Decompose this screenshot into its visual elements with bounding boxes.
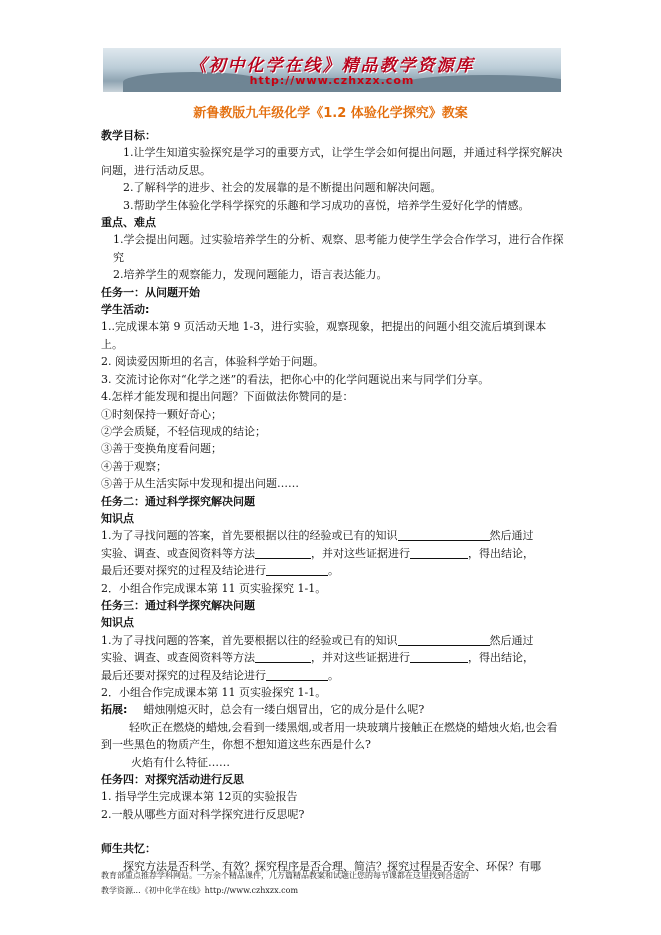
fill-blank[interactable] <box>398 528 490 541</box>
task1-item: 2. 阅读爱因斯坦的名言，体验科学始于问题。 <box>101 355 324 369</box>
fill-blank[interactable] <box>410 650 468 663</box>
document-title: 新鲁教版九年级化学《1.2 体验化学探究》教案 <box>193 106 468 121</box>
extension-paragraph: 轻吹正在燃烧的蜡烛,会看到一缕黑烟,或者用一块玻璃片接触正在燃烧的蜡烛火焰,也会看到一些黑色的物质产生，你想不想知道这些东西是什么? <box>101 720 558 752</box>
fill-text: 实验、调查、或查阅资料等方法 <box>101 651 255 665</box>
keypoint-item: 2.培养学生的观察能力，发现问题能力，语言表达能力。 <box>113 268 388 282</box>
extension-line <box>101 701 566 718</box>
spacer <box>101 823 566 840</box>
fill-text: 实验、调查、或查阅资料等方法 <box>101 546 255 560</box>
task1-option: ①时刻保持一颗好奇心； <box>101 407 222 421</box>
fill-text: 1.为了寻找问题的答案，首先要根据以往的经验或已有的知识 <box>101 633 398 647</box>
extension-label: 拓展: <box>101 703 128 717</box>
task4-item: 2.一般从哪些方面对科学探究进行反思呢? <box>101 807 305 821</box>
goals-heading: 教学目标： <box>101 129 156 142</box>
task1-option: ⑤善于从生活实际中发现和提出问题…… <box>101 477 299 491</box>
task1-option: ④善于观察； <box>101 459 167 473</box>
task2-subheading: 知识点 <box>101 511 134 525</box>
fill-text: ，并对这些证据进行 <box>311 651 410 665</box>
fill-text: 。 <box>328 564 339 578</box>
extension-flame: 火焰有什么特征…… <box>131 755 230 769</box>
task4-item: 1. 指导学生完成课本第 12页的实验报告 <box>101 790 298 804</box>
fill-blank[interactable] <box>255 546 311 559</box>
summary-text: 探究方法是否科学、有效？探究程序是否合理、简洁？探究过程是否安全、环保？有哪 <box>123 859 541 873</box>
footer-line: 教学资源...《初中化学在线》http://www.czhxzx.com <box>101 886 299 895</box>
footer-line: 教育部重点推荐学科网站。一万余个精品课件，几万篇精品教案和试题让您的每节课都在这里找到合适的 <box>101 871 469 880</box>
task4-heading: 任务四：对探究活动进行反思 <box>101 773 244 787</box>
fill-text: 1.为了寻找问题的答案，首先要根据以往的经验或已有的知识 <box>101 529 398 543</box>
fill-blank[interactable] <box>266 668 328 681</box>
banner-url[interactable]: http://www.czhxzx.com <box>249 74 415 87</box>
task2-fill-line <box>101 545 566 562</box>
task1-option: ②学会质疑，不轻信现成的结论； <box>101 424 266 438</box>
page-footer <box>101 868 566 898</box>
task3-subheading: 知识点 <box>101 616 134 630</box>
task2-heading: 任务二：通过科学探究解决问题 <box>101 494 255 508</box>
task2-fill-line <box>101 527 566 544</box>
header-banner <box>103 48 561 92</box>
summary-heading: 师生共忆： <box>101 842 156 856</box>
fill-text: 。 <box>328 668 339 682</box>
fill-text: 最后还要对探究的过程及结论进行 <box>101 564 266 578</box>
fill-blank[interactable] <box>266 563 328 576</box>
fill-text: ，得出结论， <box>468 651 534 665</box>
task3-fill-line <box>101 632 566 649</box>
goal-item: 1.让学生知道实验探究是学习的重要方式，让学生学会如何提出问题，并通过科学探究解决问题，进行活动反思。 <box>101 146 563 177</box>
fill-text: 然后通过 <box>489 633 534 647</box>
fill-text: 然后通过 <box>489 529 534 543</box>
document-body <box>101 127 566 875</box>
fill-text: 最后还要对探究的过程及结论进行 <box>101 668 266 682</box>
task1-option: ③善于变换角度看问题； <box>101 442 222 456</box>
task2-item: 2．小组合作完成课本第 11 页实验探究 1-1。 <box>101 581 327 595</box>
task3-heading: 任务三：通过科学探究解决问题 <box>101 598 255 612</box>
task1-item: 3. 交流讨论你对“化学之迷”的看法，把你心中的化学问题说出来与同学们分享。 <box>101 372 490 386</box>
keypoint-item: 1.学会提出问题。过实验培养学生的分析、观察、思考能力使学生学会合作学习，进行合作探究 <box>113 233 564 264</box>
task1-item: 1..完成课本第 9 页活动天地 1-3，进行实验，观察现象，把提出的问题小组交流后填到课本上。 <box>101 320 547 351</box>
task1-heading: 任务一：从问题开始 <box>101 285 200 299</box>
task3-fill-line <box>101 667 566 684</box>
fill-text: ，得出结论， <box>468 546 534 560</box>
extension-text: 蜡烛刚熄灭时，总会有一缕白烟冒出，它的成分是什么呢? <box>143 703 425 717</box>
banner-title: 《初中化学在线》精品教学资源库 <box>189 56 475 76</box>
fill-blank[interactable] <box>255 650 311 663</box>
goal-item: 3.帮助学生体验化学科学探究的乐趣和学习成功的喜悦，培养学生爱好化学的情感。 <box>123 198 530 212</box>
task2-fill-line <box>101 562 566 579</box>
keypoints-heading: 重点、难点 <box>101 216 156 230</box>
task3-item: 2．小组合作完成课本第 11 页实验探究 1-1。 <box>101 686 327 699</box>
fill-text: ，并对这些证据进行 <box>311 546 410 560</box>
goal-item: 2.了解科学的进步、社会的发展靠的是不断提出问题和解决问题。 <box>123 181 442 195</box>
fill-blank[interactable] <box>398 633 490 646</box>
task3-fill-line <box>101 649 566 666</box>
task1-item: 4.怎样才能发现和提出问题？下面做法你赞同的是： <box>101 390 354 404</box>
task1-subheading: 学生活动: <box>101 303 150 317</box>
fill-blank[interactable] <box>410 546 468 559</box>
